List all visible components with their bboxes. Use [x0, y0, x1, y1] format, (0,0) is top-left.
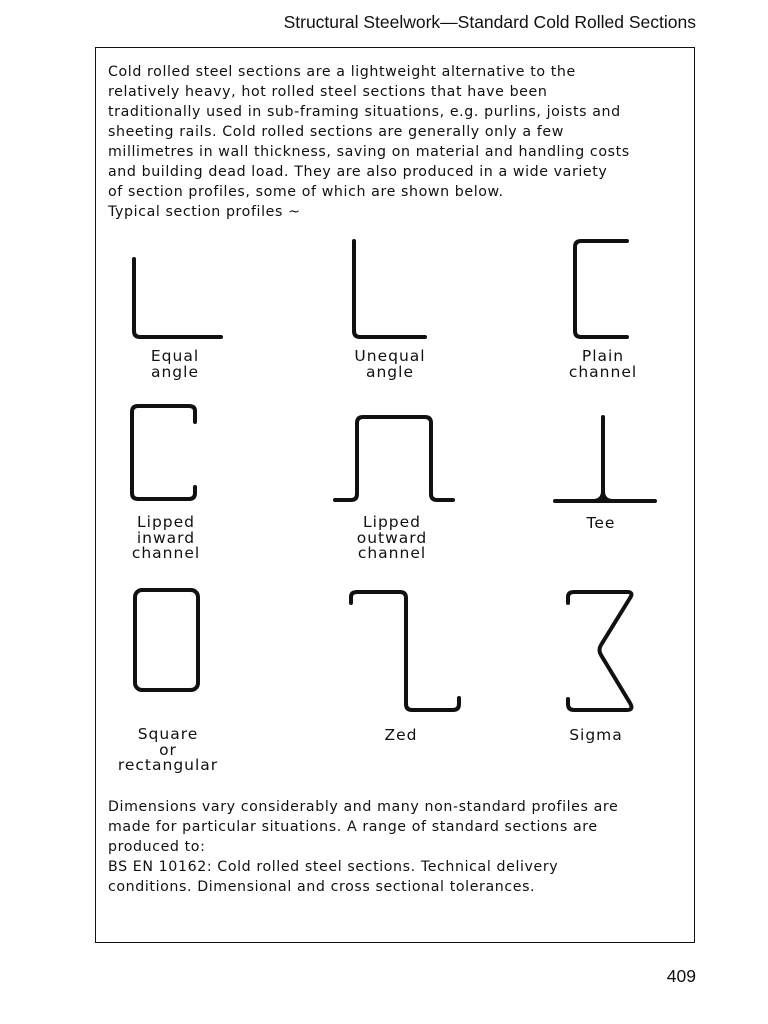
- page-number: 409: [666, 966, 696, 986]
- intro-line: millimetres in wall thickness, saving on material and handling costs: [108, 144, 630, 160]
- closing-line: conditions. Dimensional and cross sectional tolerances.: [108, 879, 536, 895]
- figure-caption: Typical section profiles ~: [108, 204, 301, 220]
- profile-label-equal-angle: Equal angle: [150, 347, 200, 381]
- equal-angle-profile: [134, 259, 221, 337]
- intro-line: traditionally used in sub-framing situations, e.g. purlins, joists and: [108, 104, 621, 120]
- profile-label-zed: Zed: [384, 726, 418, 744]
- zed-profile: [351, 592, 459, 710]
- profile-label-unequal-angle: Unequal angle: [354, 347, 426, 381]
- profile-label-square-or-rectangular: Square or rectangular: [117, 725, 219, 774]
- profile-label-sigma: Sigma: [569, 726, 623, 744]
- square-profile: [135, 590, 198, 690]
- unequal-angle-profile: [354, 241, 425, 337]
- section-profiles-figure: [95, 225, 695, 785]
- profiles-drawing: [95, 225, 695, 785]
- closing-line: produced to:: [108, 839, 206, 855]
- intro-line: of section profiles, some of which are shown below.: [108, 184, 504, 200]
- sigma-profile: [568, 592, 631, 710]
- intro-line: and building dead load. They are also produced in a wide variety: [108, 164, 608, 180]
- running-title: Structural Steelwork—Standard Cold Rolled Sections: [283, 12, 696, 32]
- lipped-inward-channel-profile: [132, 406, 195, 499]
- profile-label-lipped-inward-channel: Lipped inward channel: [131, 513, 201, 562]
- intro-line: relatively heavy, hot rolled steel sections that have been: [108, 84, 548, 100]
- closing-line: BS EN 10162: Cold rolled steel sections. Technical delivery: [108, 859, 559, 875]
- plain-channel-profile: [575, 241, 627, 337]
- closing-paragraph: [108, 797, 678, 897]
- closing-line: Dimensions vary considerably and many non-standard profiles are: [108, 799, 619, 815]
- lipped-outward-channel-profile: [335, 417, 453, 500]
- tee-profile: [555, 417, 655, 501]
- intro-line: sheeting rails. Cold rolled sections are generally only a few: [108, 124, 564, 140]
- intro-paragraph: [108, 62, 678, 222]
- closing-line: made for particular situations. A range of standard sections are: [108, 819, 598, 835]
- profile-label-lipped-outward-channel: Lipped outward channel: [356, 513, 428, 562]
- intro-line: Cold rolled steel sections are a lightweight alternative to the: [108, 64, 576, 80]
- profile-label-tee: Tee: [586, 514, 616, 532]
- profile-label-plain-channel: Plain channel: [568, 347, 638, 381]
